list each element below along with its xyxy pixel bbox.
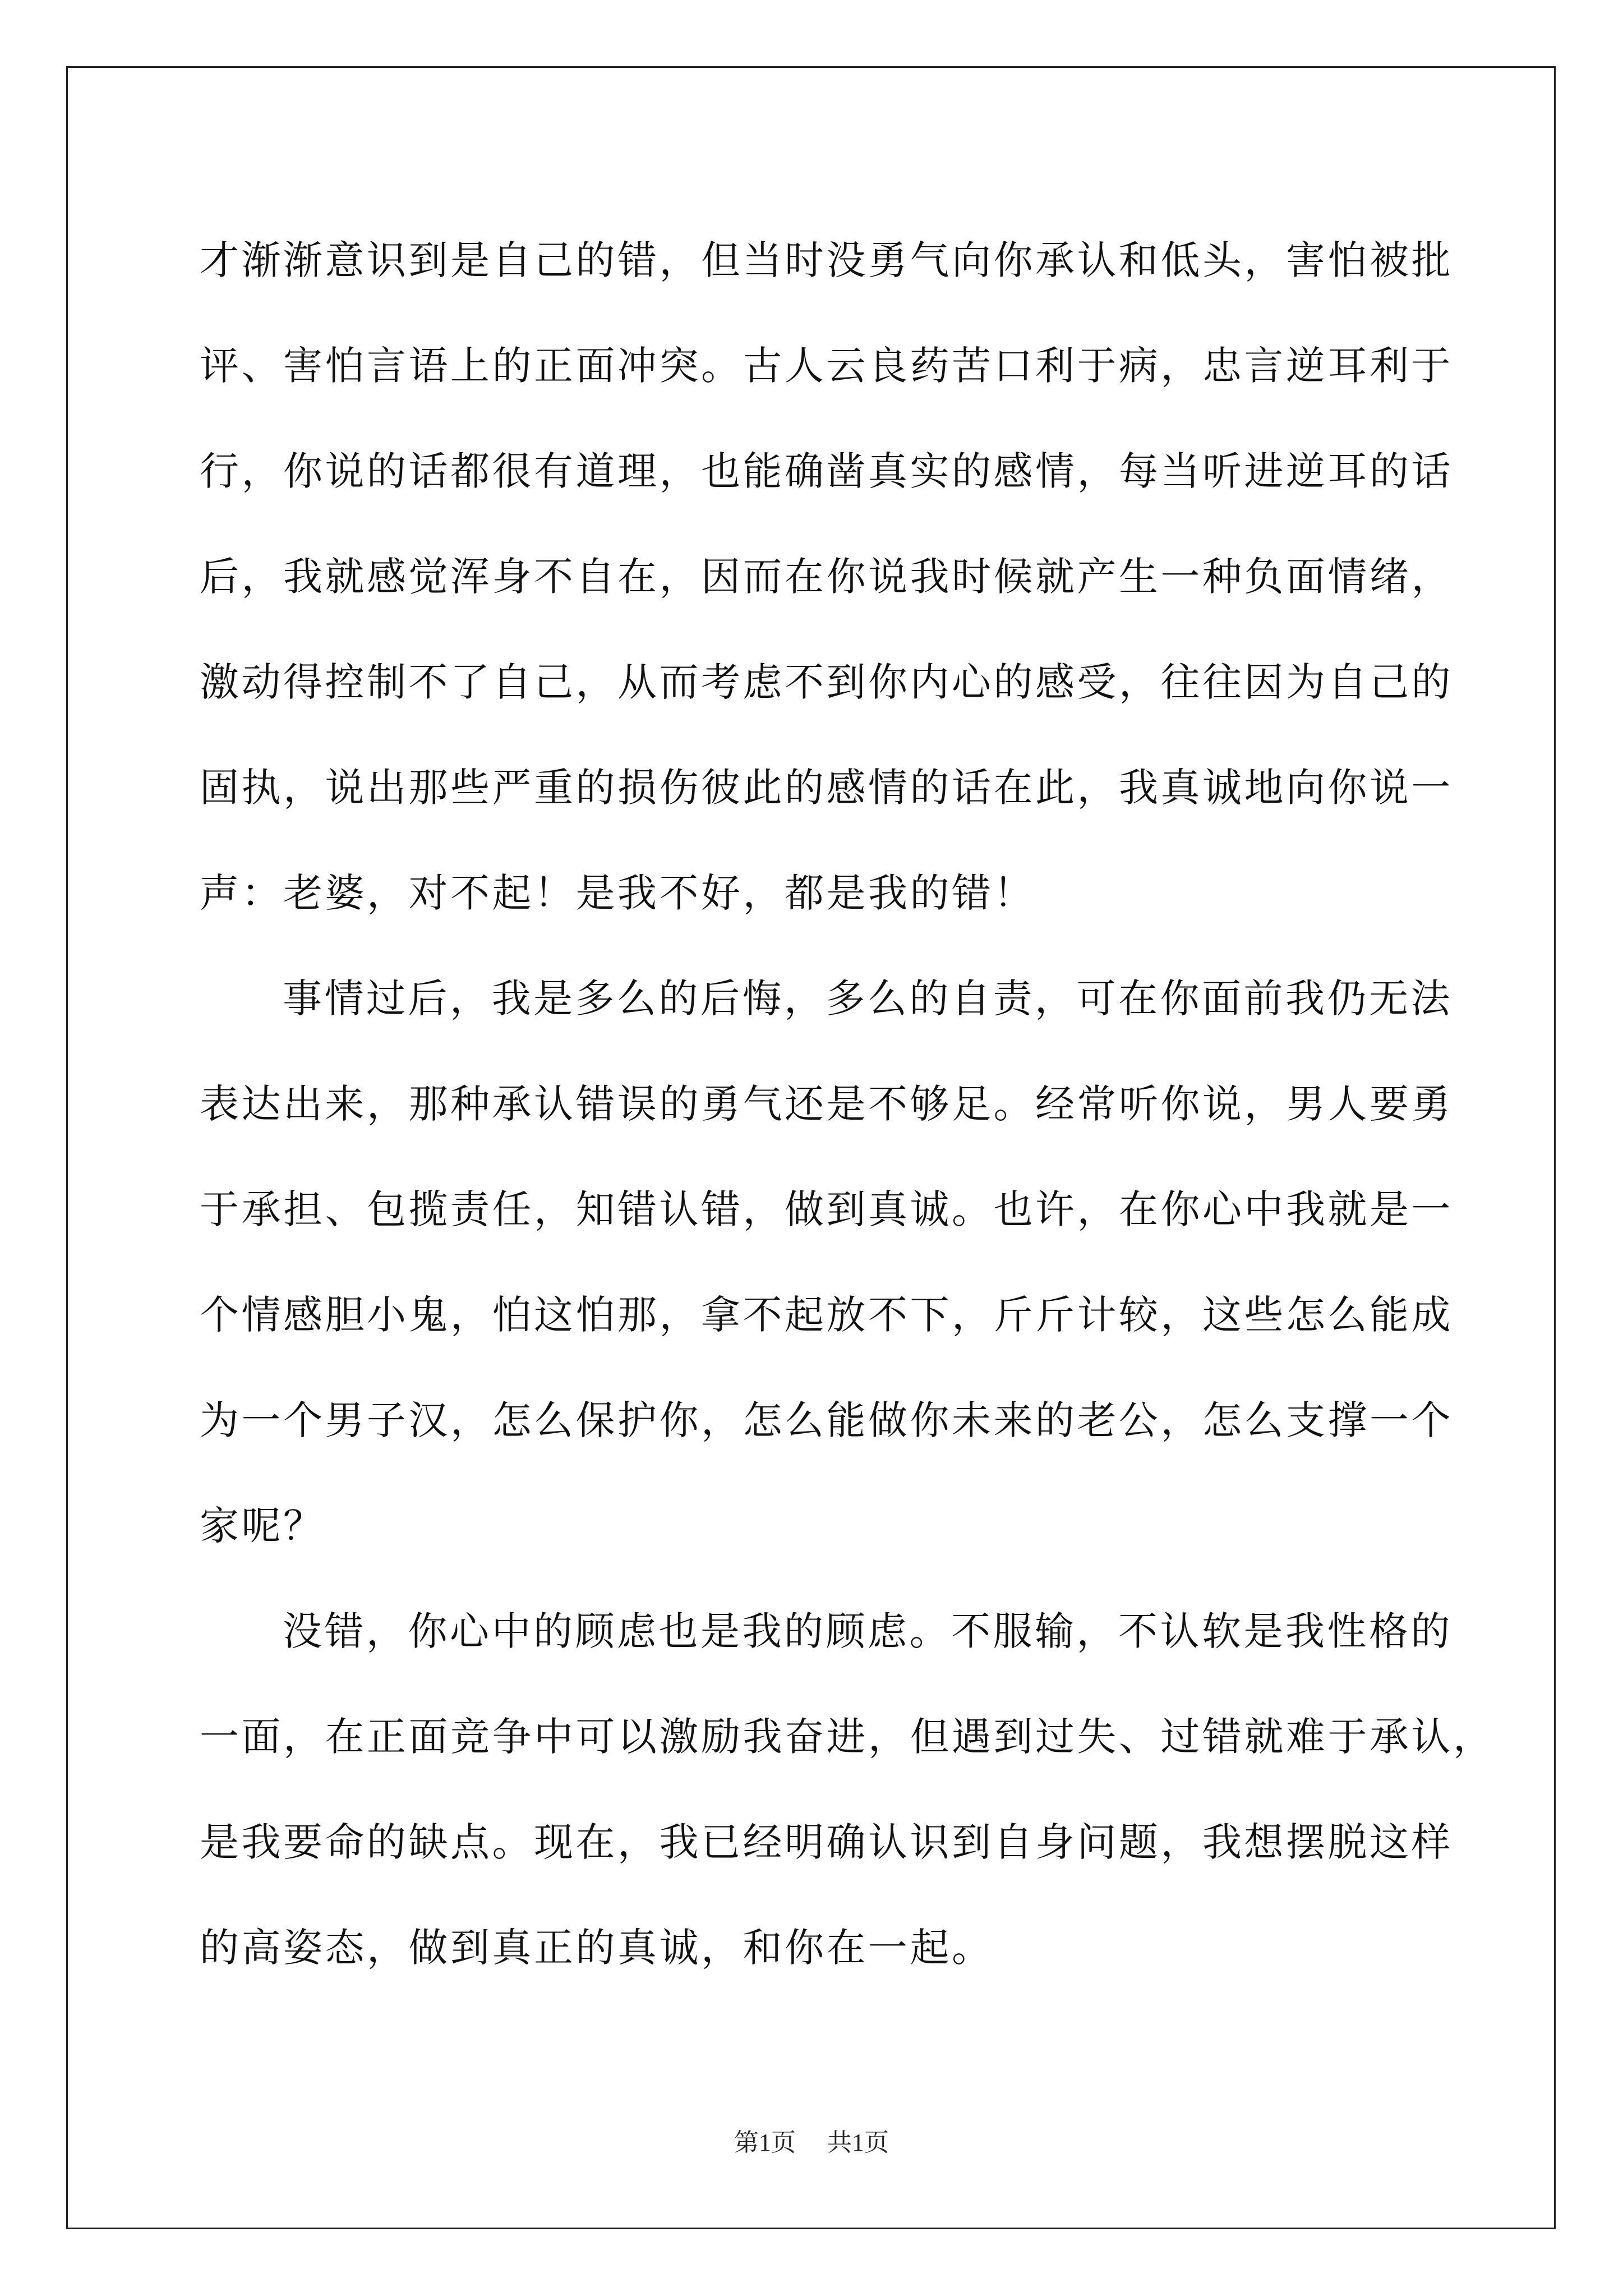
text-line: 家呢？	[200, 1503, 325, 1549]
document-body	[200, 208, 1495, 2000]
text-line: 才渐渐意识到是自己的错，但当时没勇气向你承认和低头，害怕被批	[200, 237, 1453, 283]
text-line: 表达出来，那种承认错误的勇气还是不够足。经常听你说，男人要勇	[200, 1081, 1453, 1127]
page-footer	[0, 2126, 1623, 2160]
text-line: 行，你说的话都很有道理，也能确凿真实的感情，每当听进逆耳的话	[200, 448, 1453, 494]
text-line: 声：老婆，对不起！是我不好，都是我的错！	[200, 870, 1035, 916]
text-line: 固执，说出那些严重的损伤彼此的感情的话在此，我真诚地向你说一	[200, 765, 1453, 811]
text-line: 为一个男子汉，怎么保护你，怎么能做你未来的老公，怎么支撑一个	[200, 1397, 1453, 1443]
text-line-indented: 没错，你心中的顾虑也是我的顾虑。不服输，不认软是我性格的	[283, 1608, 1453, 1654]
text-line: 的高姿态，做到真正的真诚，和你在一起。	[200, 1925, 994, 1971]
text-line: 是我要命的缺点。现在，我已经明确认识到自身问题，我想摆脱这样	[200, 1819, 1453, 1865]
text-line: 后，我就感觉浑身不自在，因而在你说我时候就产生一种负面情绪，	[200, 554, 1453, 600]
text-line: 评、害怕言语上的正面冲突。古人云良药苦口利于病，忠言逆耳利于	[200, 343, 1453, 389]
page-number-total: 共1页	[827, 2129, 889, 2156]
text-line: 激动得控制不了自己，从而考虑不到你内心的感受，往往因为自己的	[200, 659, 1453, 705]
text-line: 于承担、包揽责任，知错认错，做到真诚。也许，在你心中我就是一	[200, 1186, 1453, 1232]
page-number-current: 第1页	[734, 2129, 796, 2156]
text-line: 一面，在正面竞争中可以激励我奋进，但遇到过失、过错就难于承认，	[200, 1714, 1495, 1760]
text-line-indented: 事情过后，我是多么的后悔，多么的自责，可在你面前我仍无法	[283, 976, 1453, 1022]
text-line: 个情感胆小鬼，怕这怕那，拿不起放不下，斤斤计较，这些怎么能成	[200, 1292, 1453, 1338]
